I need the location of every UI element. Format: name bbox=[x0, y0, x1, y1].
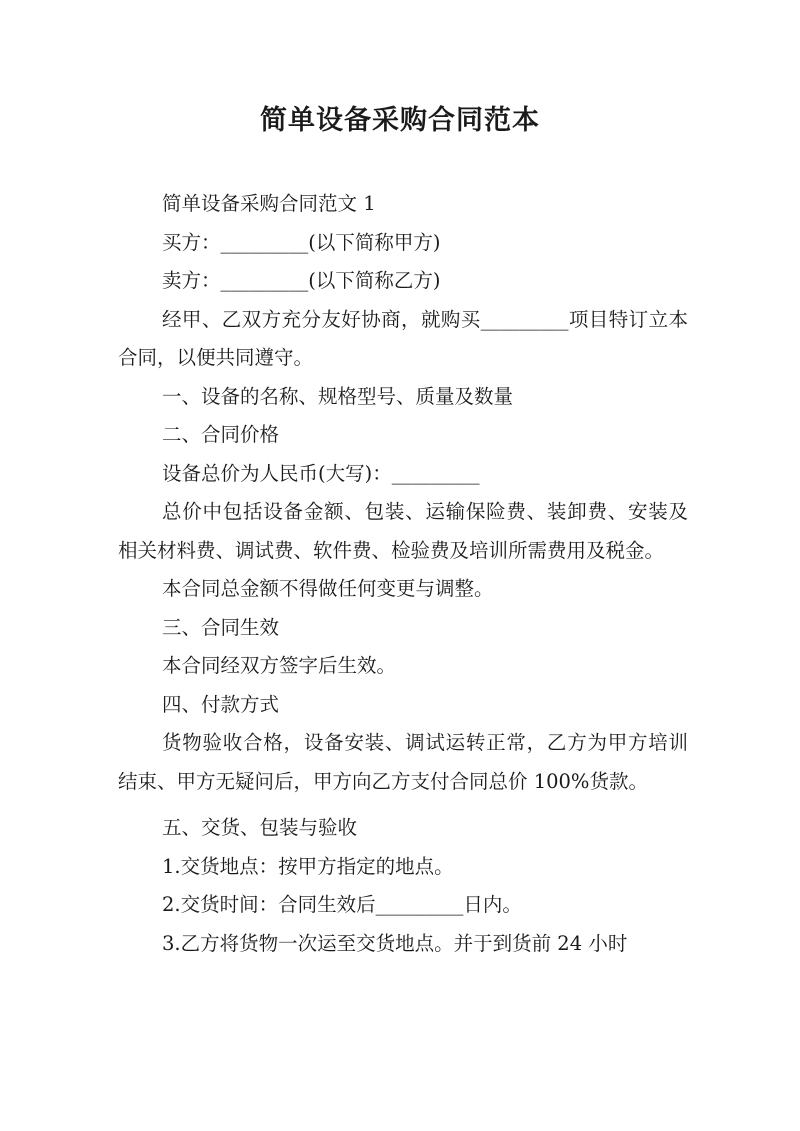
paragraph-gap bbox=[118, 801, 688, 809]
section-2-heading: 二、合同价格 bbox=[162, 423, 280, 446]
paragraph-price-includes: 总价中包括设备金额、包装、运输保险费、装卸费、安装及相关材料费、调试费、软件费、检验费及培训所需费用及税金。 bbox=[118, 500, 688, 562]
paragraph-intro: 经甲、乙双方充分友好协商，就购买_________项目特订立本合同，以便共同遵守。 bbox=[118, 307, 688, 369]
section-1-heading: 一、设备的名称、规格型号、质量及数量 bbox=[162, 384, 514, 408]
paragraph-buyer: 买方：_________(以下简称甲方) bbox=[162, 230, 441, 254]
paragraph-seller: 卖方：_________(以下简称乙方) bbox=[162, 269, 441, 292]
paragraph-delivery-time: 2.交货时间：合同生效后_________日内。 bbox=[162, 893, 522, 916]
section-5-heading: 五、交货、包装与验收 bbox=[162, 816, 358, 839]
paragraph-heading-1: 简单设备采购合同范文 1 bbox=[162, 192, 376, 215]
paragraph-total-price: 设备总价为人民币(大写)：_________ bbox=[162, 461, 480, 485]
paragraph-payment: 货物验收合格，设备安装、调试运转正常，乙方为甲方培训结束、甲方无疑问后，甲方向乙方支付合同总价 100%货款。 bbox=[118, 731, 688, 793]
section-4-heading: 四、付款方式 bbox=[162, 692, 280, 716]
document-body bbox=[118, 185, 688, 963]
paragraph-effective: 本合同经双方签字后生效。 bbox=[162, 654, 397, 677]
paragraph-no-change: 本合同总金额不得做任何变更与调整。 bbox=[162, 577, 494, 600]
paragraph-delivery-once: 3.乙方将货物一次运至交货地点。并于到货前 24 小时 bbox=[162, 931, 628, 955]
section-3-heading: 三、合同生效 bbox=[162, 615, 280, 639]
paragraph-delivery-location: 1.交货地点：按甲方指定的地点。 bbox=[162, 854, 454, 878]
document-title: 简单设备采购合同范本 bbox=[260, 105, 540, 136]
